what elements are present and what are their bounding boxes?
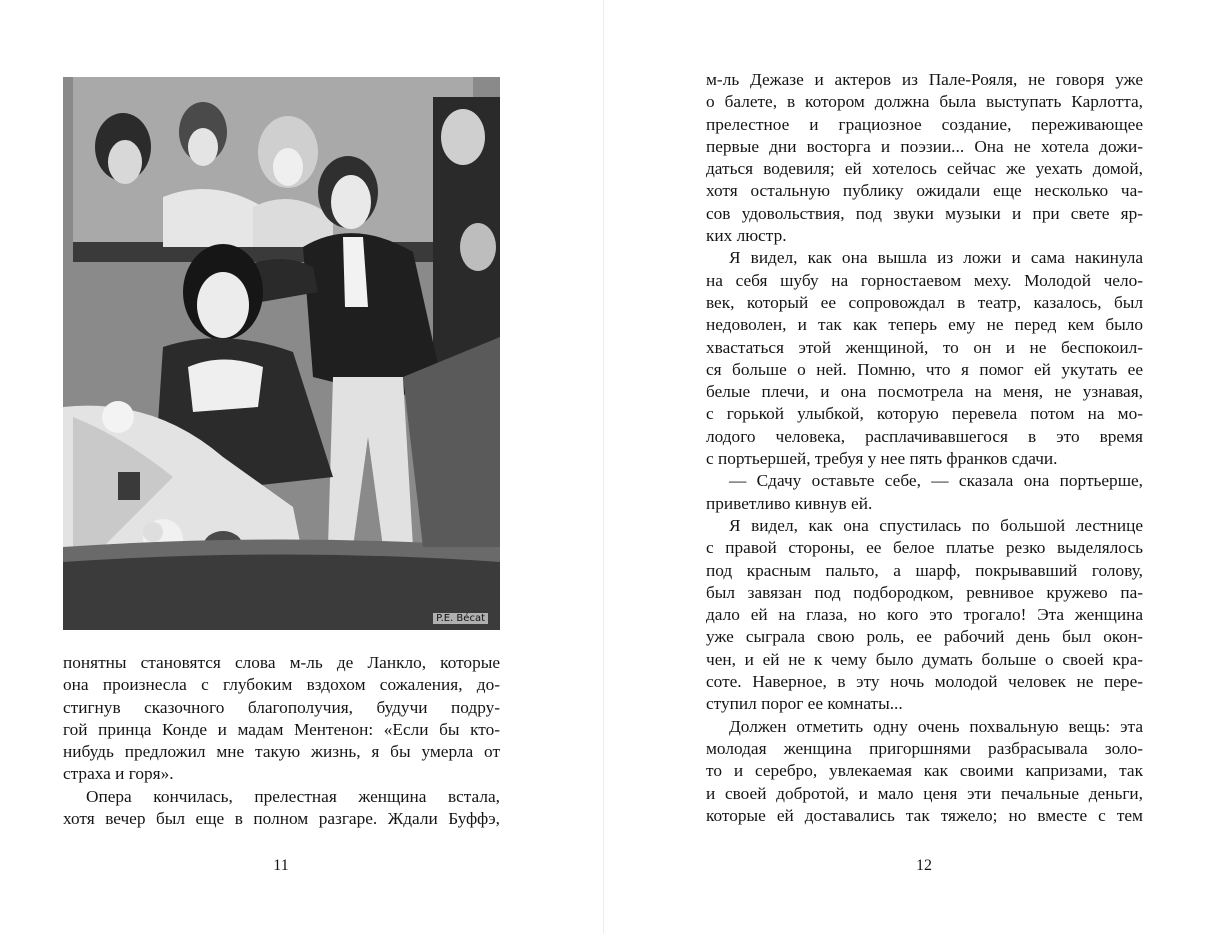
text-line: молодая женщина пригоршнями разбрасывала золо- <box>706 738 1143 758</box>
text-line: ких люстр. <box>706 226 787 246</box>
text-line: страха и горя». <box>63 764 174 784</box>
text-line: о балете, в котором должна была выступать Карлотта, <box>706 92 1143 112</box>
text-line: чен, и ей не к чему было думать больше о своей кра- <box>706 649 1143 669</box>
text-line: с правой стороны, ее белое платье резко выделялось <box>706 538 1143 558</box>
text-line: и своей добротой, и мало ценя эти печальные деньги, <box>706 783 1143 803</box>
illustration <box>63 77 500 630</box>
text-line: Должен отметить одну очень похвальную вещь: эта <box>729 716 1143 736</box>
text-line: стигнув сказочного благополучия, будучи подру- <box>63 697 500 717</box>
text-line: Я видел, как она спустилась по большой лестнице <box>729 515 1143 535</box>
text-line: ступил порог ее комнаты... <box>706 694 903 714</box>
text-line: был завязан под подбородком, ревнивое кружево па- <box>706 582 1143 602</box>
left-page-text <box>63 652 500 830</box>
text-line: лодого человека, расплачивавшегося в это время <box>706 426 1143 446</box>
text-line: ся больше о ней. Помню, что я помог ей укутать ее <box>706 359 1143 379</box>
page-number-right: 12 <box>916 857 932 874</box>
illustration-theatre-box-icon <box>63 77 500 630</box>
text-line: сов удовольствия, под звуки музыки и при свете яр- <box>706 203 1143 223</box>
text-line: м-ль Дежазе и актеров из Пале-Рояля, не говоря уже <box>706 70 1143 89</box>
text-line: на себя шубу на горностаевом меху. Молодой чело- <box>706 270 1143 290</box>
illustration-signature: P.E. Bécat <box>433 613 488 624</box>
text-line: прелестное и грациозное создание, переживающее <box>706 114 1143 134</box>
text-line: с портьершей, требуя у нее пять франков сдачи. <box>706 449 1058 469</box>
text-line: то и серебро, увлекаемая как своими капризами, так <box>706 761 1143 781</box>
text-line: белые плечи, и она посмотрела на меня, не узнавая, <box>706 382 1143 402</box>
text-line: недоволен, и так как теперь ему не перед кем было <box>706 315 1143 335</box>
text-line: под красным пальто, а шарф, покрывавший голову, <box>706 560 1143 580</box>
text-line: понятны становятся слова м-ль де Ланкло, которые <box>63 653 500 672</box>
text-line: нибудь предложил мне такую жизнь, я бы умерла от <box>63 742 500 762</box>
text-line: с горькой улыбкой, которую перевела потом на мо- <box>706 404 1143 424</box>
text-line: первые дни восторга и поэзии... Она не хотела дожи- <box>706 136 1143 156</box>
text-line: хотя остальную публику ожидали еще несколько ча- <box>706 181 1143 201</box>
text-line: хотя вечер был еще в полном разгаре. Ждали Буффэ, <box>63 809 500 829</box>
text-line: Опера кончилась, прелестная женщина встала, <box>86 786 500 806</box>
text-line: — Сдачу оставьте себе, — сказала она портьерше, <box>729 471 1143 491</box>
text-line: которые ей доставались так тяжело; но вместе с тем <box>706 805 1143 825</box>
text-line: соте. Наверное, в эту ночь молодой человек не пере- <box>706 672 1143 692</box>
page-number-left: 11 <box>273 857 289 874</box>
text-line: век, который ее сопровождал в театр, казалось, был <box>706 292 1143 312</box>
text-line: приветливо кивнув ей. <box>706 493 873 513</box>
text-line: уже сыграла свою роль, ее рабочий день был окон- <box>706 627 1143 647</box>
text-line: хвастаться этой женщиной, то он и не беспокоил- <box>706 337 1143 357</box>
text-line: она произнесла с глубоким вздохом сожаления, до- <box>63 675 500 695</box>
text-line: дало ей на глаза, но кого это трогало! Эта женщина <box>706 605 1143 625</box>
text-line: Я видел, как она вышла из ложи и сама накинула <box>729 248 1143 268</box>
right-page-text <box>706 69 1143 827</box>
text-line: гой принца Конде и мадам Ментенон: «Если бы кто- <box>63 719 500 739</box>
text-line: даться водевиля; ей хотелось сейчас же уехать домой, <box>706 159 1143 179</box>
